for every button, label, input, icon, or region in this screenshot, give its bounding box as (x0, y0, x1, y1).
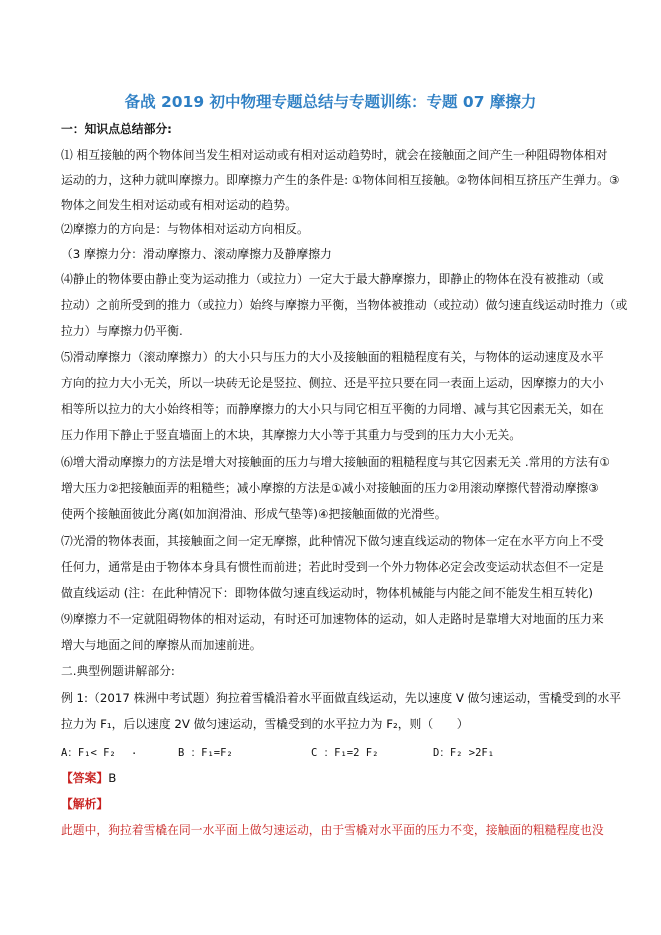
paragraph-line: 使两个接触面彼此分离(如加润滑油、形成气垫等)④把接触面做的光滑些。 (61, 507, 447, 521)
paragraph-line: ⑺光滑的物体表面，其接触面之间一定无摩擦，此种情况下做匀速直线运动的物体一定在水平方向上不受 (61, 534, 604, 548)
example-question-line: 拉力为 F₁，后以速度 2V 做匀速运动，雪橇受到的水平拉力为 F₂，则（ ） (61, 717, 469, 731)
paragraph-line: ⑼摩擦力不一定就阻碍物体的相对运动，有时还可加速物体的运动，如人走路时是靠增大对地面的压力来 (61, 612, 604, 626)
option-separator: . (131, 745, 138, 757)
section-heading-examples: 二.典型例题讲解部分: (61, 664, 175, 678)
paragraph-line: ⑵摩擦力的方向是：与物体相对运动方向相反。 (61, 222, 309, 236)
option-a: A：F₁< F₂ (61, 747, 116, 759)
paragraph-line: 增大压力②把接触面弄的粗糙些；减小摩擦的方法是①减小对接触面的压力②用滚动摩擦代替滑动摩擦③ (61, 481, 599, 495)
paragraph-line: （3 摩擦力分：滑动摩擦力、滚动摩擦力及静摩擦力 (61, 247, 332, 261)
answer-line (61, 771, 116, 785)
paragraph-line: ⑴ 相互接触的两个物体间当发生相对运动或有相对运动趋势时，就会在接触面之间产生一种阻碍物体相对 (61, 148, 608, 162)
example-question-line: 例 1:（2017 株洲中考试题）狗拉着雪橇沿着水平面做直线运动，先以速度 V 做匀速运动，雪橇受到的水平 (61, 691, 622, 705)
paragraph-line: 任何力，通常是由于物体本身具有惯性而前进；若此时受到一个外力物体必定会改变运动状态但不一定是 (61, 560, 604, 574)
paragraph-line: 做直线运动 (注：在此种情况下：即物体做匀速直线运动时，物体机械能与内能之间不能发生相互转化) (61, 586, 594, 600)
paragraph-line: 相等所以拉力的大小始终相等；而静摩擦力的大小只与同它相互平衡的力同增、减与其它因素无关，如在 (61, 402, 604, 416)
option-c: C ：F₁=2 F₂ (311, 747, 379, 759)
section-heading-knowledge: 一：知识点总结部分: (61, 122, 172, 136)
answer-value: B (108, 771, 117, 785)
document-title: 备战 2019 初中物理专题总结与专题训练：专题 07 摩擦力 (124, 93, 537, 111)
analysis-tag: 【解析】 (61, 797, 109, 811)
paragraph-line: 方向的拉力大小无关，所以一块砖无论是竖拉、侧拉、还是平拉只要在同一表面上运动，因摩擦力的大小 (61, 376, 604, 390)
option-d: D：F₂ >2F₁ (433, 747, 495, 759)
paragraph-line: 运动的力，这种力就叫摩擦力。即摩擦力产生的条件是: ①物体间相互接触。②物体间相互挤压产生弹力。③ (61, 173, 620, 187)
paragraph-line: 拉力）与摩擦力仍平衡. (61, 324, 183, 338)
analysis-text-line: 此题中，狗拉着雪橇在同一水平面上做匀速运动，由于雪橇对水平面的压力不变，接触面的粗糙程度也没 (61, 823, 604, 837)
paragraph-line: ⑸滑动摩擦力（滚动摩擦力）的大小只与压力的大小及接触面的粗糙程度有关，与物体的运动速度及水平 (61, 350, 604, 364)
option-b: B ：F₁=F₂ (178, 747, 233, 759)
paragraph-line: ⑷静止的物体要由静止变为运动推力（或拉力）一定大于最大静摩擦力，即静止的物体在没有被推动（或 (61, 272, 604, 286)
paragraph-line: 增大与地面之间的摩擦从而加速前进。 (61, 638, 262, 652)
paragraph-line: 压力作用下静止于竖直墙面上的木块，其摩擦力大小等于其重力与受到的压力大小无关。 (61, 428, 522, 442)
answer-tag: 【答案】 (61, 771, 109, 785)
paragraph-line: 拉动）之前所受到的推力（或拉力）始终与摩擦力平衡，当物体被推动（或拉动）做匀速直线运动时推力（或 (61, 298, 628, 312)
paragraph-line: 物体之间发生相对运动或有相对运动的趋势。 (61, 198, 297, 212)
paragraph-line: ⑹增大滑动摩擦力的方法是增大对接触面的压力与增大接触面的粗糙程度与其它因素无关 .常用的方法有① (61, 455, 610, 469)
